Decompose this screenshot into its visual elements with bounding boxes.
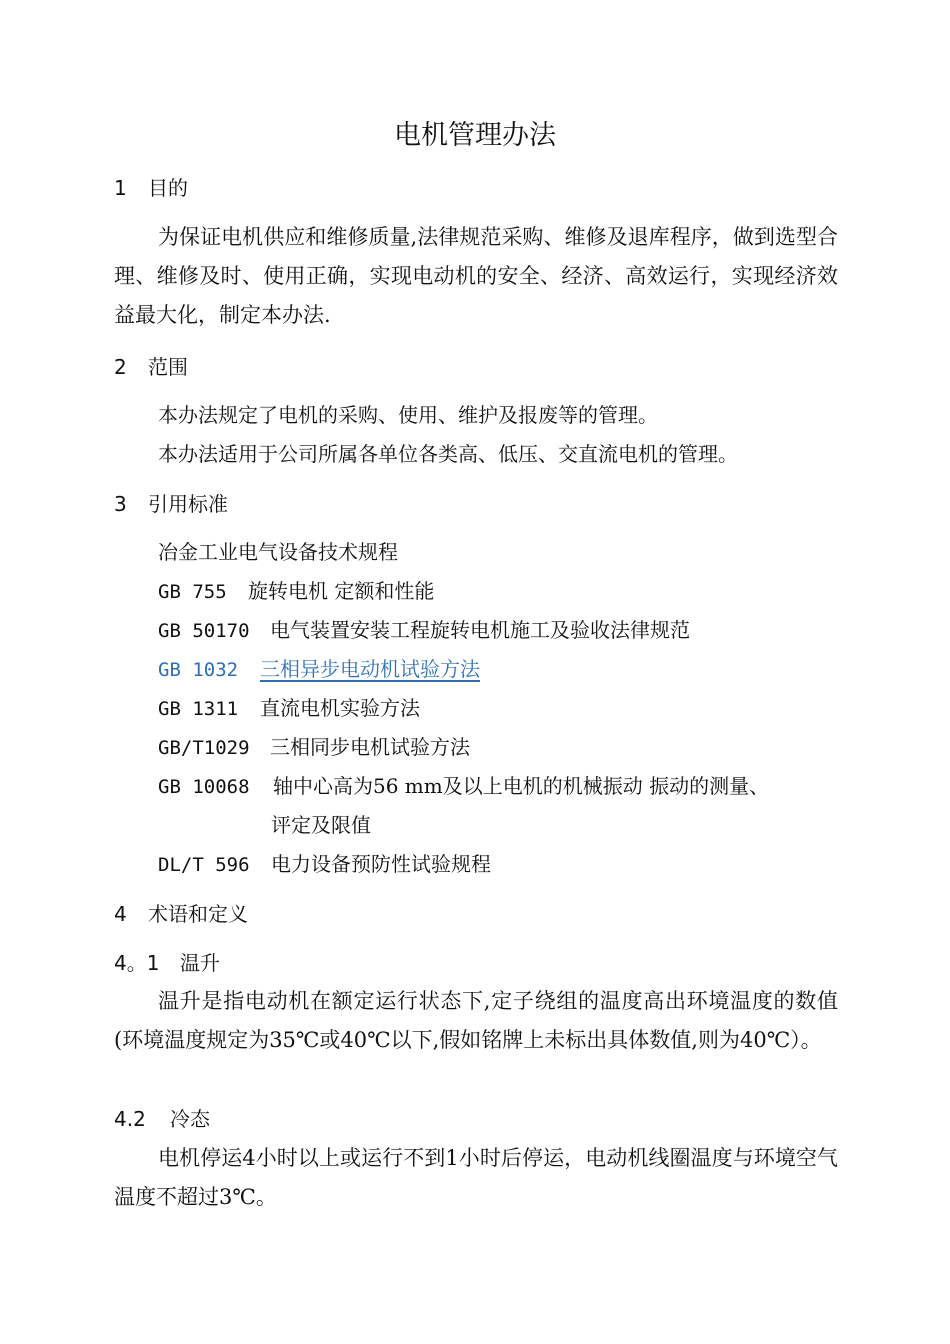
section-label: 术语和定义 <box>148 902 248 926</box>
reference-continuation: 评定及限值 <box>271 813 371 837</box>
purpose-paragraph: 为保证电机供应和维修质量,法律规范采购、维修及退库程序，做到选型合理、维修及时、使用正确，实现电动机的安全、经济、高效运行，实现经济效益最大化，制定本办法. <box>114 225 838 327</box>
reference-text: 三相同步电机试验方法 <box>270 735 470 759</box>
reference-text: 旋转电机 定额和性能 <box>248 579 435 603</box>
scope-line-1: 本办法规定了电机的采购、使用、维护及报废等的管理。 <box>158 403 658 427</box>
reference-code: GB/T1029 <box>158 737 250 759</box>
section-1-heading <box>114 173 188 203</box>
reference-text: 电气装置安装工程旋转电机施工及验收法律规范 <box>270 618 690 642</box>
reference-text: 轴中心高为56 mm及以上电机的机械振动 振动的测量、 <box>273 774 770 798</box>
reference-code: DL/T 596 <box>158 854 250 876</box>
section-number: 1 <box>114 176 127 200</box>
section-number: 2 <box>114 355 127 379</box>
section-label: 引用标准 <box>148 492 228 516</box>
reference-code[interactable]: GB 1032 <box>158 659 239 681</box>
section-2-heading <box>114 352 188 382</box>
reference-text: 直流电机实验方法 <box>260 696 420 720</box>
section-label: 范围 <box>148 355 188 379</box>
reference-text: 电力设备预防性试验规程 <box>271 852 491 876</box>
section-label: 冷态 <box>170 1107 210 1131</box>
section-number: 3 <box>114 492 127 516</box>
reference-item <box>158 728 470 768</box>
section-4-2-heading <box>114 1104 210 1134</box>
section-number: 4。1 <box>114 951 160 975</box>
scope-line-2: 本办法适用于公司所属各单位各类高、低压、交直流电机的管理。 <box>158 442 738 466</box>
section-number: 4.2 <box>114 1107 146 1131</box>
page-title: 电机管理办法 <box>394 120 556 151</box>
reference-code: GB 1311 <box>158 698 239 720</box>
reference-text[interactable]: 三相异步电动机试验方法 <box>260 657 480 681</box>
reference-link[interactable] <box>158 650 480 690</box>
reference-code: GB 10068 <box>158 776 250 798</box>
section-4-heading <box>114 899 248 929</box>
reference-text: 冶金工业电气设备技术规程 <box>158 540 398 564</box>
reference-item <box>158 572 434 612</box>
temperature-rise-paragraph: 温升是指电动机在额定运行状态下,定子绕组的温度高出环境温度的数值(环境温度规定为35℃或40℃以下,假如铭牌上未标出具体数值,则为40℃）。 <box>114 989 838 1052</box>
reference-code: GB 50170 <box>158 620 250 642</box>
reference-item <box>158 845 491 885</box>
cold-state-paragraph: 电机停运4小时以上或运行不到1小时后停运，电动机线圈温度与环境空气温度不超过3℃。 <box>114 1146 838 1209</box>
section-number: 4 <box>114 902 127 926</box>
reference-item <box>158 611 690 651</box>
reference-item <box>158 689 420 729</box>
reference-item <box>158 533 398 572</box>
section-label: 温升 <box>180 951 220 975</box>
reference-code: GB 755 <box>158 581 227 603</box>
section-4-1-heading <box>114 948 220 978</box>
reference-item <box>158 767 769 807</box>
section-3-heading <box>114 489 228 519</box>
section-label: 目的 <box>148 176 188 200</box>
